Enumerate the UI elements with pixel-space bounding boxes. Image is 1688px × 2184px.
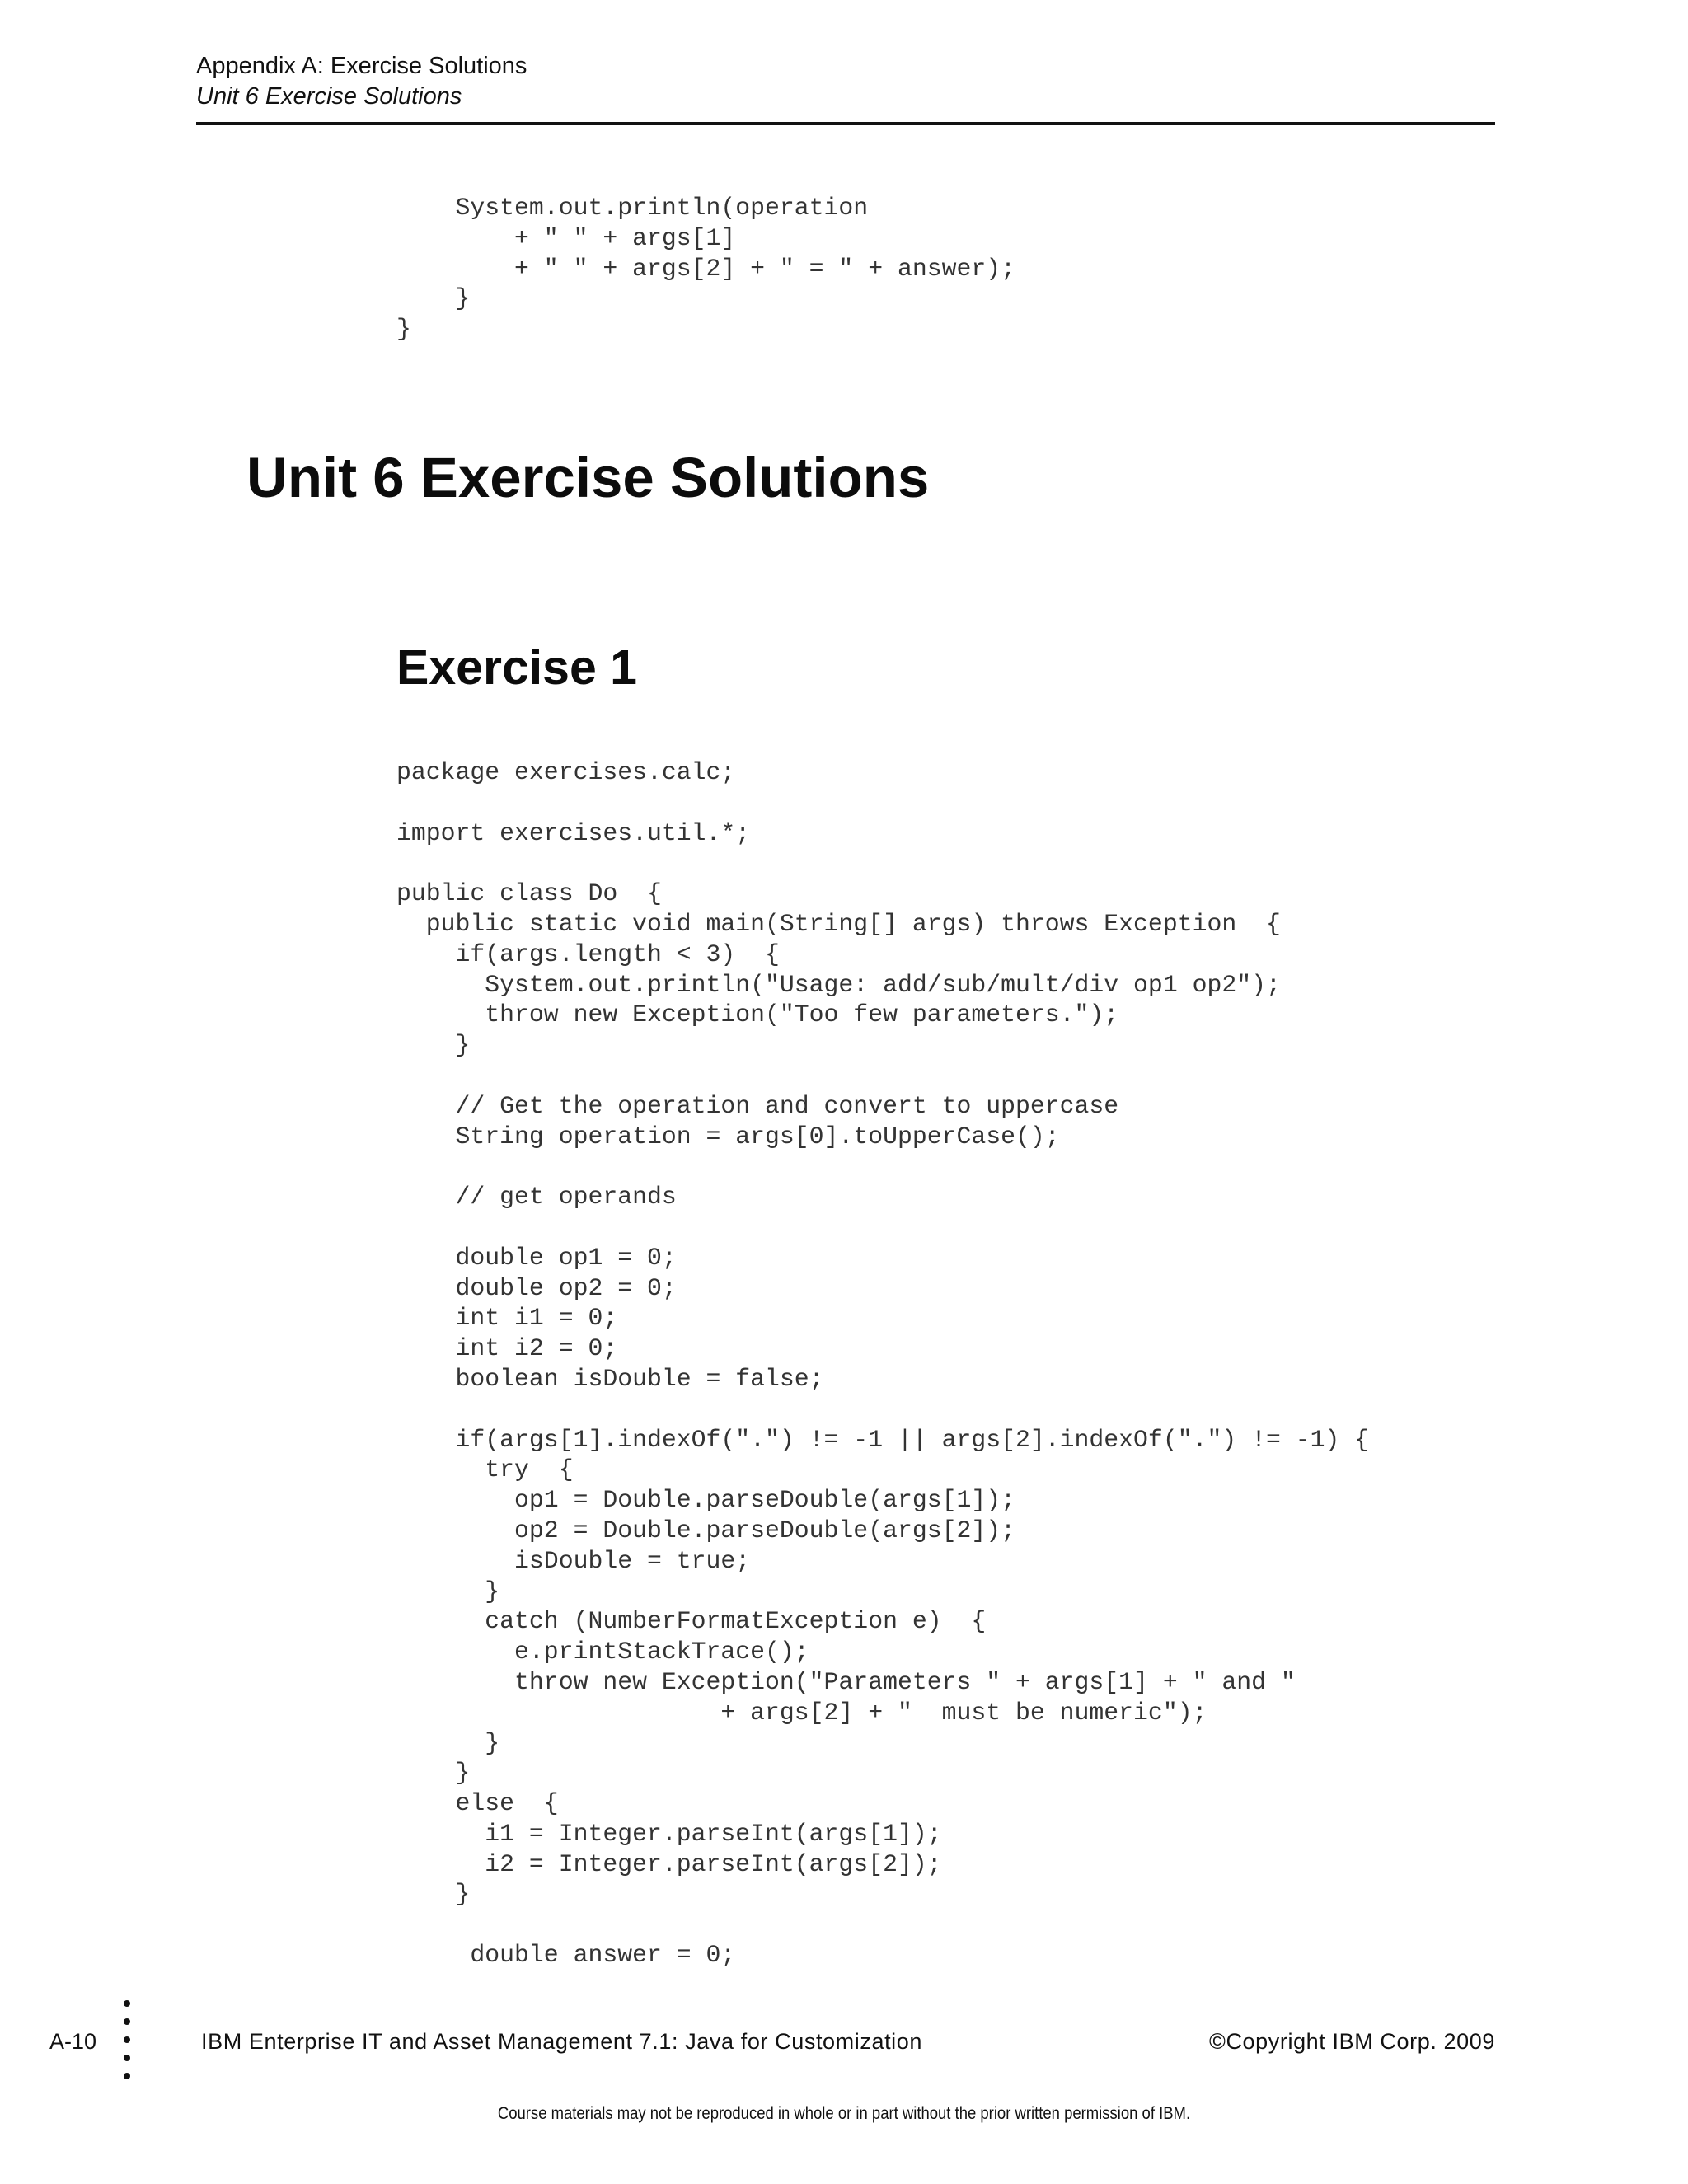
code-line [396, 1061, 1369, 1091]
code-line: op2 = Double.parseDouble(args[2]); [396, 1516, 1016, 1544]
code-line: e.printStackTrace(); [396, 1638, 809, 1666]
code-line: if(args[1].indexOf(".") != -1 || args[2].indexOf(".") != -1) { [396, 1425, 1370, 1454]
code-line [396, 1212, 1369, 1243]
code-line: } [396, 1759, 471, 1788]
code-line: } [396, 315, 411, 344]
code-line: throw new Exception("Too few parameters."); [396, 1001, 1119, 1029]
code-line: System.out.println(operation [396, 194, 869, 222]
code-line: String operation = args[0].toUpperCase(); [396, 1122, 1060, 1151]
header-chapter: Appendix A: Exercise Solutions [196, 53, 528, 79]
footer-notice: Course materials may not be reproduced in whole or in part without the prior written permission of IBM. [497, 2104, 1191, 2123]
code-line: } [396, 1728, 500, 1757]
code-line: } [396, 284, 471, 313]
code-line: int i2 = 0; [396, 1334, 618, 1363]
code-line [396, 848, 1369, 879]
code-block-continuation [396, 193, 1015, 344]
code-line: double op2 = 0; [396, 1273, 677, 1302]
code-line: + args[2] + " must be numeric"); [396, 1698, 1207, 1727]
code-line: public class Do { [396, 879, 662, 908]
code-line [396, 788, 1369, 818]
header-divider [196, 122, 1495, 125]
code-line: int i1 = 0; [396, 1304, 618, 1333]
footer-copyright: ©Copyright IBM Corp. 2009 [1208, 2029, 1495, 2054]
code-line: if(args.length < 3) { [396, 940, 780, 968]
footer-course-title: IBM Enterprise IT and Asset Management 7.1: Java for Customization [201, 2029, 923, 2054]
header-section: Unit 6 Exercise Solutions [196, 83, 462, 110]
code-line [396, 1910, 1369, 1940]
page-number: A-10 [49, 2029, 97, 2054]
code-line: i1 = Integer.parseInt(args[1]); [396, 1819, 942, 1848]
code-block-exercise-1 [396, 757, 1369, 1971]
code-line [396, 1151, 1369, 1182]
code-line: // Get the operation and convert to uppercase [396, 1091, 1119, 1120]
code-line: + " " + args[2] + " = " + answer); [396, 254, 1016, 283]
exercise-title: Exercise 1 [396, 640, 637, 695]
code-line: public static void main(String[] args) throws Exception { [396, 909, 1281, 938]
code-line: else { [396, 1789, 559, 1818]
dot-separator-icon [122, 2000, 132, 2083]
unit-title: Unit 6 Exercise Solutions [246, 446, 930, 509]
code-line: double answer = 0; [396, 1941, 736, 1970]
code-line: } [396, 1031, 471, 1060]
code-line: catch (NumberFormatException e) { [396, 1607, 987, 1636]
code-line: op1 = Double.parseDouble(args[1]); [396, 1486, 1016, 1515]
code-line: } [396, 1577, 500, 1605]
code-line: isDouble = true; [396, 1546, 751, 1575]
code-line: // get operands [396, 1183, 677, 1212]
code-line: i2 = Integer.parseInt(args[2]); [396, 1849, 942, 1878]
code-line: throw new Exception("Parameters " + args[1] + " and " [396, 1667, 1296, 1696]
code-line: boolean isDouble = false; [396, 1364, 824, 1393]
code-line: } [396, 1880, 471, 1909]
code-line: try { [396, 1455, 574, 1484]
code-line: double op1 = 0; [396, 1243, 677, 1272]
code-line: import exercises.util.*; [396, 818, 751, 847]
code-line: package exercises.calc; [396, 758, 736, 786]
code-line [396, 1394, 1369, 1425]
code-line: System.out.println("Usage: add/sub/mult/div op1 op2"); [396, 970, 1281, 999]
code-line: + " " + args[1] [396, 223, 736, 252]
